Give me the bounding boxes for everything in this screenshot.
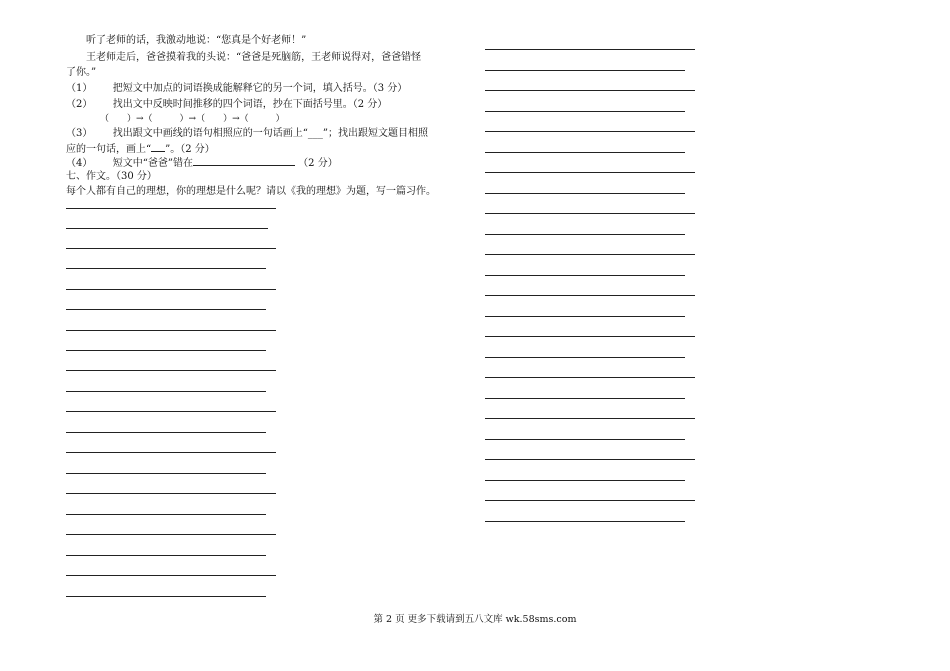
- writing-line[interactable]: [485, 500, 695, 501]
- writing-line[interactable]: [66, 248, 276, 249]
- writing-line[interactable]: [66, 391, 266, 392]
- writing-line[interactable]: [485, 336, 695, 337]
- question-3-text: 找出跟文中画线的语句相照应的一句话画上“___”；找出跟短文题目相照: [112, 128, 428, 139]
- passage-line-1: 听了老师的话，我激动地说：“您真是个好老师！”: [86, 35, 307, 46]
- answer-blank[interactable]: [193, 155, 295, 166]
- question-1-number: （1）: [66, 83, 93, 94]
- writing-line[interactable]: [66, 452, 276, 453]
- writing-line[interactable]: [485, 193, 685, 194]
- question-2-text: 找出文中反映时间推移的四个词语，抄在下面括号里。（2 分）: [112, 99, 388, 110]
- writing-line[interactable]: [485, 521, 685, 522]
- writing-line[interactable]: [66, 370, 276, 371]
- question-2-blanks: （ ）→（ ）→（ ）→（ ）: [100, 114, 285, 124]
- writing-line[interactable]: [485, 480, 685, 481]
- question-2: [66, 98, 387, 112]
- writing-line[interactable]: [485, 398, 685, 399]
- writing-line[interactable]: [66, 309, 266, 310]
- writing-line[interactable]: [66, 534, 276, 535]
- writing-line[interactable]: [485, 49, 695, 50]
- question-3-number: （3）: [66, 128, 93, 139]
- writing-line[interactable]: [66, 330, 276, 331]
- writing-line[interactable]: [66, 268, 266, 269]
- question-3-text-cont: 应的一句话，画上“: [66, 144, 152, 155]
- writing-line[interactable]: [485, 357, 685, 358]
- writing-line[interactable]: [485, 439, 685, 440]
- question-1: [66, 82, 407, 96]
- writing-line[interactable]: [66, 473, 266, 474]
- writing-line[interactable]: [66, 432, 266, 433]
- writing-line[interactable]: [66, 514, 266, 515]
- writing-line[interactable]: [485, 172, 695, 173]
- writing-line[interactable]: [485, 418, 695, 419]
- passage-line-3: 了你。”: [66, 67, 97, 78]
- composition-prompt: 每个人都有自己的理想，你的理想是什么呢？请以《我的理想》为题，写一篇习作。: [66, 186, 436, 197]
- writing-line[interactable]: [66, 208, 276, 209]
- underline-blank: [151, 141, 165, 152]
- writing-line[interactable]: [485, 377, 695, 378]
- writing-line[interactable]: [66, 493, 276, 494]
- writing-line[interactable]: [66, 228, 268, 229]
- question-1-text: 把短文中加点的词语换成能解释它的另一个词，填入括号。（3 分）: [112, 83, 408, 94]
- writing-line[interactable]: [485, 90, 695, 91]
- writing-line[interactable]: [485, 111, 685, 112]
- question-3: [66, 127, 428, 141]
- writing-line[interactable]: [485, 254, 695, 255]
- writing-line[interactable]: [485, 316, 685, 317]
- question-4-text: 短文中“爸爸”错在: [112, 158, 193, 169]
- writing-line[interactable]: [485, 131, 695, 132]
- question-4-number: （4）: [66, 158, 93, 169]
- writing-line[interactable]: [66, 411, 276, 412]
- writing-line[interactable]: [485, 459, 695, 460]
- question-3-text-end: ”。（2 分）: [165, 144, 215, 155]
- writing-line[interactable]: [66, 555, 266, 556]
- question-4-score: （2 分）: [298, 158, 338, 169]
- composition-heading: 七、作文。（30 分）: [66, 171, 157, 182]
- question-2-number: （2）: [66, 99, 93, 110]
- writing-line[interactable]: [66, 575, 276, 576]
- writing-line[interactable]: [485, 295, 695, 296]
- writing-line[interactable]: [485, 152, 685, 153]
- writing-line[interactable]: [66, 289, 276, 290]
- writing-line[interactable]: [485, 275, 685, 276]
- passage-line-2: 王老师走后，爸爸摸着我的头说：“爸爸是死脑筋，王老师说得对，爸爸错怪: [86, 52, 422, 63]
- page-footer: 第 2 页 更多下载请到五八文库 wk.58sms.com: [373, 614, 577, 625]
- question-4: [66, 155, 338, 171]
- writing-line[interactable]: [66, 350, 266, 351]
- writing-line[interactable]: [485, 213, 695, 214]
- writing-line[interactable]: [66, 596, 266, 597]
- writing-line[interactable]: [485, 234, 685, 235]
- writing-line[interactable]: [485, 70, 685, 71]
